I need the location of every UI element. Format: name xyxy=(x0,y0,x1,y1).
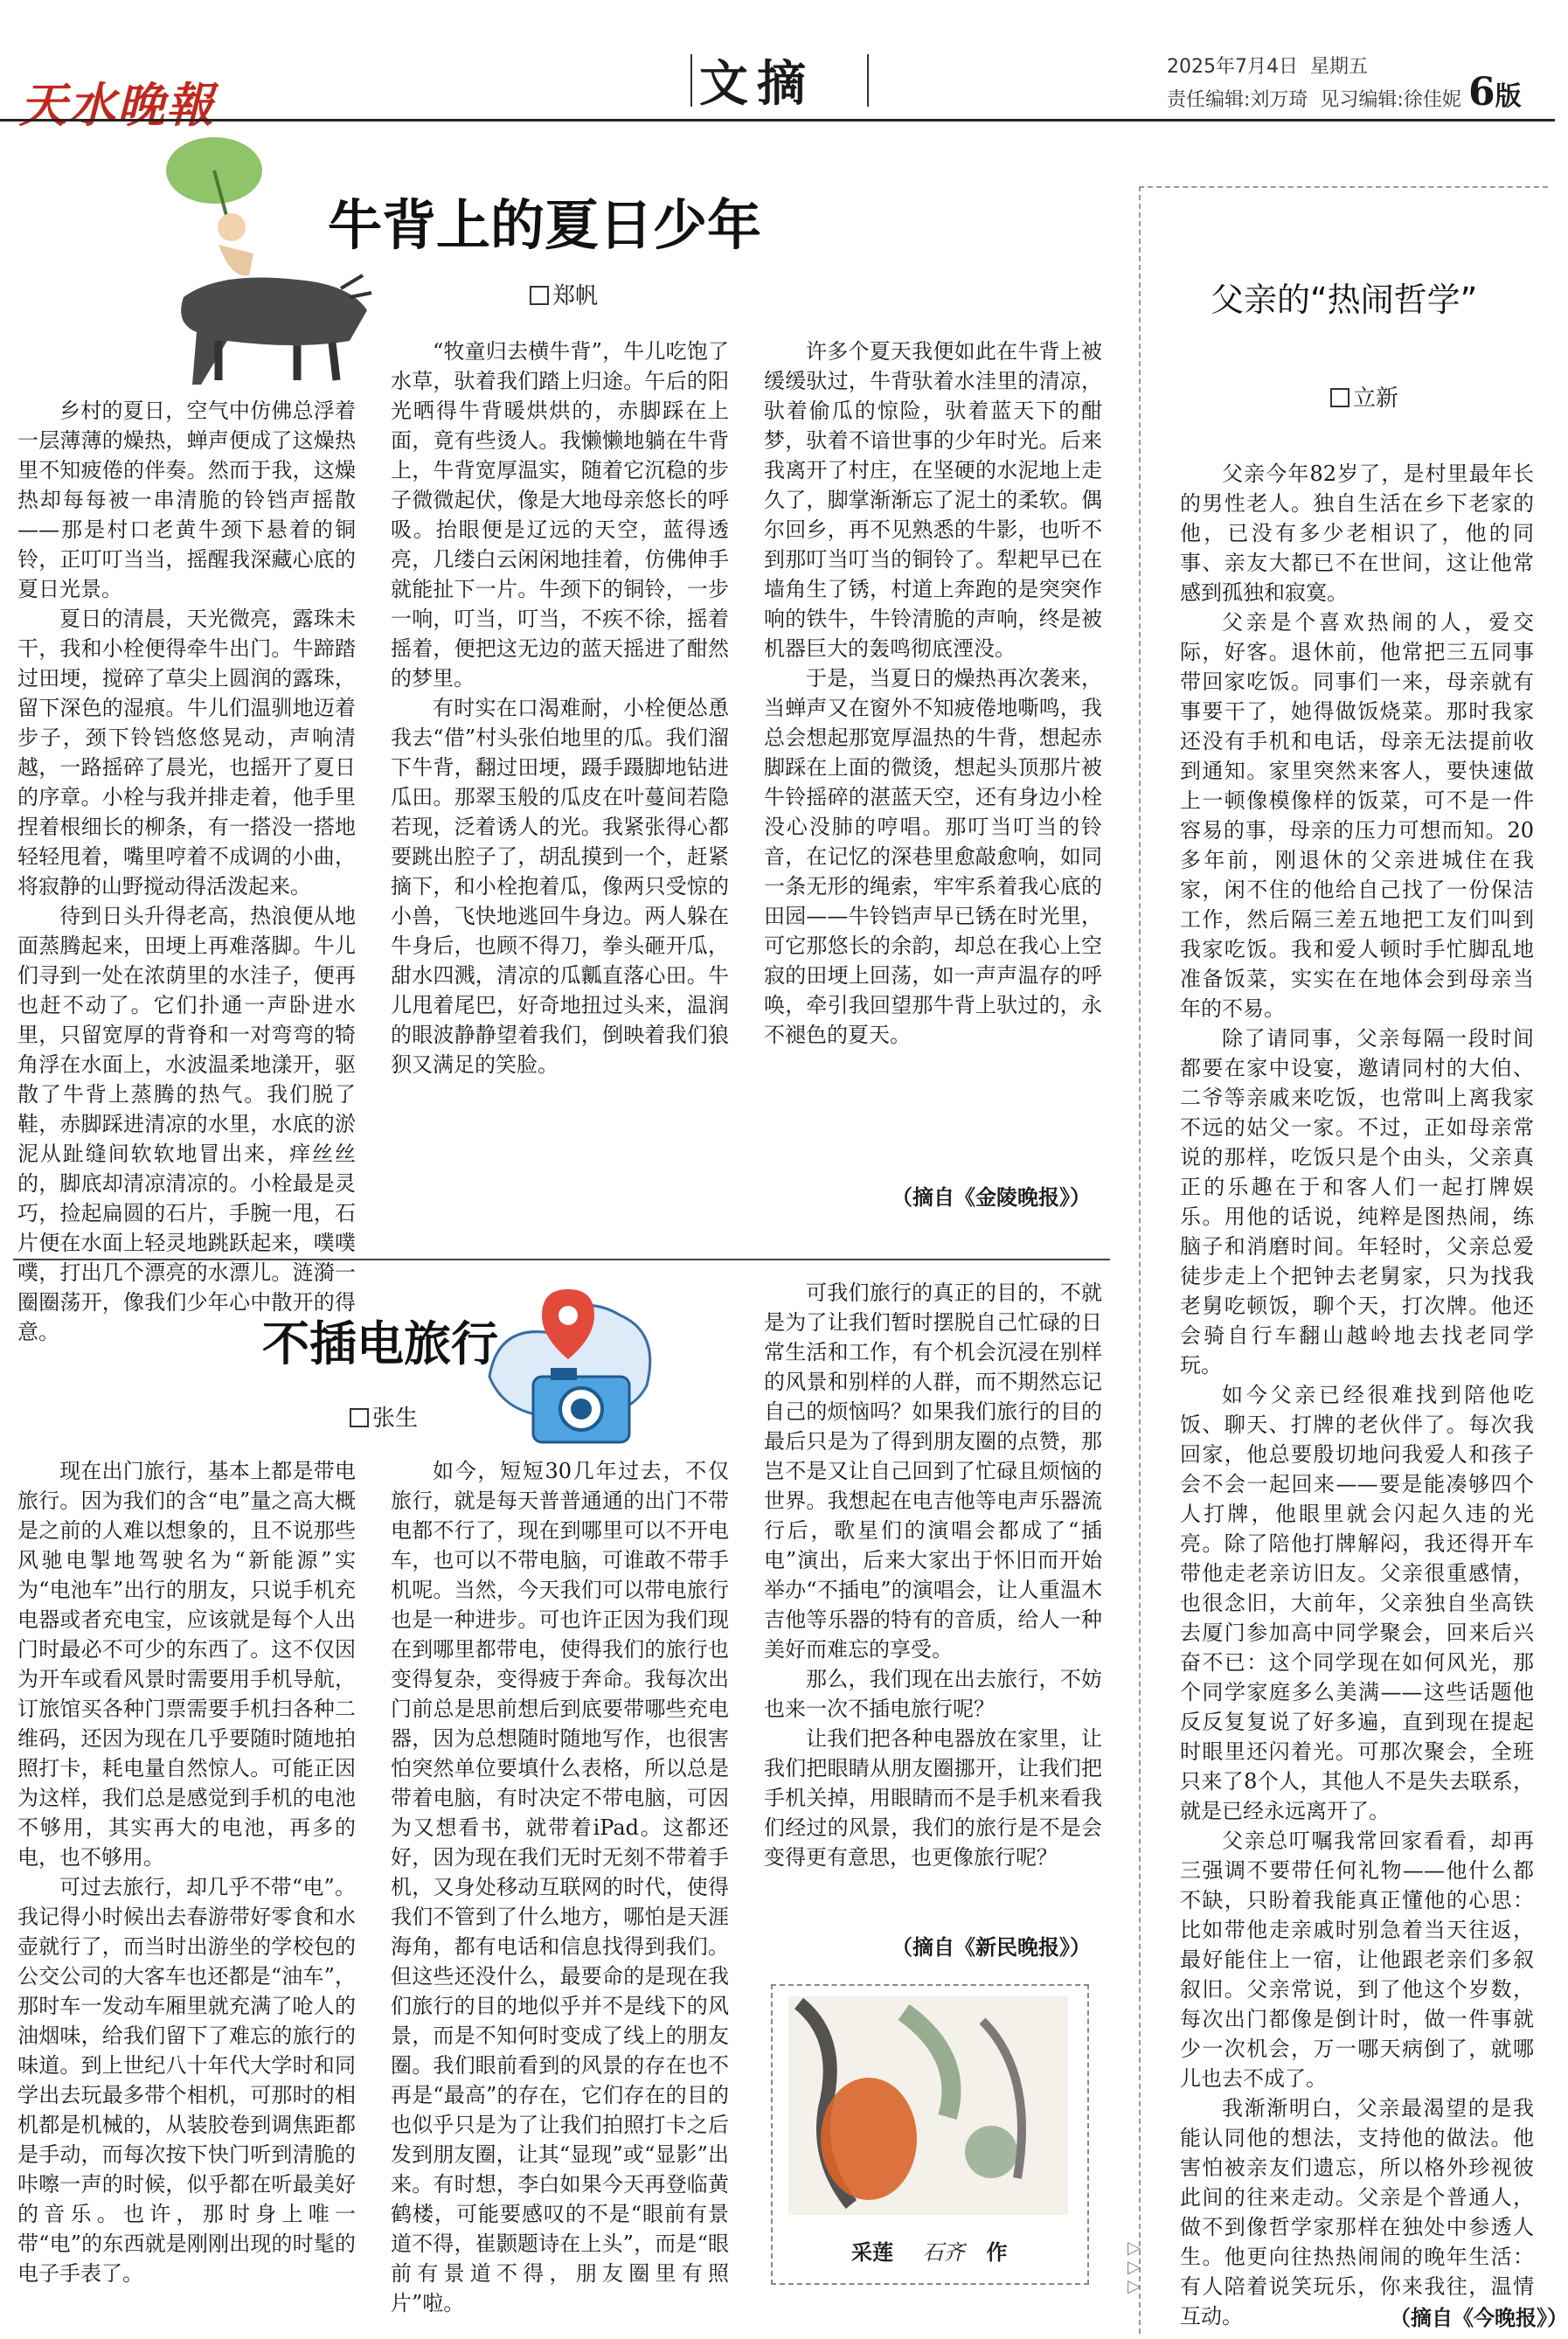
article2-paragraph: 如今，短短30几年过去，不仅旅行，就是每天普普通通的出门不带电都不行了，现在到哪里可以不开电车，也可以不带电脑，可谁敢不带手机呢。当然，今天我们可以带电旅行也是一种进步。可也许正因为我们现在到哪里都带电，使得我们的旅行也变得复杂，变得疲于奔命。我每次出门前总是思前想后到底要带哪些充电器，因为总想随时随地写作，也很害怕突然单位要填什么表格，所以总是带着电脑，有时决定不带电脑，可因为又想看书，就带着iPad。这都还好，因为现在我们无时无刻不带着手机，又身处移动互联网的时代，使得我们不管到了什么地方，哪怕是天涯海角，都有电话和信息找得到我们。但这些还没什么，最要命的是现在我们旅行的目的地似乎并不是线下的风景，而是不知何时变成了线上的朋友圈。我们眼前看到的风景的存在也不再是“最高”的存在，它们存在的目的也似乎只是为了让我们拍照打卡之后发到朋友圈，让其“显现”或“显影”出来。有时想，李白如果今天再登临黄鹤楼，可能要感叹的不是“眼前有景道不得，崔颢题诗在上头”，而是“眼前有景道不得，朋友圈里有照片”啦。 xyxy=(391,1459,729,2315)
header-rule xyxy=(0,119,1555,121)
painting-frame xyxy=(771,1984,1089,2285)
painting-artist: 石齐 xyxy=(922,2240,965,2265)
article3-paragraph: 如今父亲已经很难找到陪他吃饭、聊天、打牌的老伙伴了。每次我回家，他总要殷切地问我爱人和孩子会不会一起回来——要是能凑够四个人打牌，他眼里就会闪起久违的光亮。除了陪他打牌解闷，我还得开车带他走老亲访旧友。父亲很重感情，也很念旧，大前年，父亲独自坐高铁去厦门参加高中同学聚会，回来后兴奋不已：这个同学现在如何风光，那个同学家庭多么美满——这些话题他反反复复说了好多遍，直到现在提起时眼里还闪着光。可那次聚会，全班只来了8个人，其他人不是失去联系，就是已经永远离开了。 xyxy=(1180,1383,1534,1823)
article3-source: （摘自《今晚报》） xyxy=(1390,2306,1568,2330)
article1-byline: 郑帆 xyxy=(530,278,598,310)
article1-paragraph: 夏日的清晨，天光微亮，露珠未干，我和小栓便得牵牛出门。牛蹄踏过田埂，搅碎了草尖上圆润的露珠，留下深色的湿痕。牛儿们温驯地迈着步子，颈下铃铛悠悠晃动，声响清越，一路摇碎了晨光，也摇开了夏日的序章。小栓与我并排走着，他手里捏着根细长的柳条，有一搭没一搭地轻轻甩着，嘴里哼着不成调的小曲，将寂静的山野搅动得活泼起来。 xyxy=(17,607,356,899)
article3-paragraph: 父亲今年82岁了，是村里最年长的男性老人。独自生活在乡下老家的他，已没有多少老相识了，他的同事、亲友大都已不在世间，这让他常感到孤独和寂寞。 xyxy=(1180,462,1534,605)
article3-byline: 立新 xyxy=(1330,380,1398,413)
article3-paragraph: 我渐渐明白，父亲最渴望的是我能认同他的想法，支持他的做法。他害怕被亲友们遗忘，所以格外珍视彼此间的往来走动。父亲是个普通人，做不到像哲学家那样在独处中参透人生。他更向往热热闹闹的晚年生活：有人陪着说笑玩乐，你来我往，温情互动。 xyxy=(1180,2096,1534,2329)
painting-title: 采莲 xyxy=(851,2240,893,2265)
travel-camera-icon xyxy=(472,1272,664,1455)
newspaper-logo: 天水晚報 xyxy=(19,77,215,133)
article1-paragraph: 待到日头升得老高，热浪便从地面蒸腾起来，田埂上再难落脚。牛儿们寻到一处在浓荫里的水洼子，便再也赶不动了。它们扑通一声卧进水里，只留宽厚的背脊和一对弯弯的犄角浮在水面上，水波温柔地漾开，驱散了牛背上蒸腾的热气。我们脱了鞋，赤脚踩进清凉的水里，水底的淤泥从趾缝间软软地冒出来，痒丝丝的，脚底却清凉清凉的。小栓最是灵巧，捡起扁圆的石片，手腕一甩，石片便在水面上轻灵地跳跃起来，噗噗噗，打出几个漂亮的水漂儿。涟漪一圈圈荡开，像我们少年心中散开的得意。 xyxy=(17,904,356,1344)
article1-column-3 xyxy=(764,337,1102,1211)
lotus-painting-icon xyxy=(773,1986,1084,2222)
article2-column-1 xyxy=(17,1456,356,2330)
column-label: 文摘 xyxy=(699,55,815,113)
article3-title: 父亲的“热闹哲学” xyxy=(1211,281,1478,319)
article3-paragraph: 除了请同事，父亲每隔一段时间都要在家中设宴，邀请同村的大伯、二爷等亲戚来吃饭，也常叫上离我家不远的姑父一家。不过，正如母亲常说的那样，吃饭只是个由头，父亲真正的乐趣在于和客人们一起打牌娱乐。用他的话说，纯粹是图热闹，练脑子和消磨时间。年轻时，父亲总爱徒步走上个把钟去老舅家，只为找我老舅吃顿饭，聊个天，打次牌。他还会骑自行车翻山越岭地去找老同学玩。 xyxy=(1180,1026,1534,1378)
article2-paragraph: 可过去旅行，却几乎不带“电”。我记得小时候出去春游带好零食和水壶就行了，而当时出游坐的学校包的公交公司的大客车也还都是“油车”，那时车一发动车厢里就充满了呛人的油烟味，给我们留下了难忘的旅行的味道。到上世纪八十年代大学时和同学出去玩最多带个相机，可那时的相机都是机械的，从装胶卷到调焦距都是手动，而每次按下快门听到清脆的咔嚓一声的时候，似乎都在听最美好的音乐。也许，那时身上唯一带“电”的东西就是刚刚出现的时髦的电子手表了。 xyxy=(17,1875,356,2286)
article2-column-3 xyxy=(764,1278,1102,1933)
decorative-arrows-icon: ▷ ▷ ▷ xyxy=(1127,2237,1141,2296)
article1-column-2 xyxy=(391,337,729,1254)
article1-paragraph: 于是，当夏日的燥热再次袭来，当蝉声又在窗外不知疲倦地嘶鸣，我总会想起那宽厚温热的牛背，想起赤脚踩在上面的微烫，想起头顶那片被牛铃摇碎的湛蓝天空，还有身边小栓没心没肺的哼唱。那叮当叮当的铃音，在记忆的深巷里愈敲愈响，如同一条无形的绳索，牢牢系着我心底的田园——牛铃铛声早已锈在时光里，可它那悠长的余韵，却总在我心上空寂的田埂上回荡，如一声声温存的呼唤，牵引我回望那牛背上驮过的，永不褪色的夏天。 xyxy=(764,666,1102,1047)
header-info xyxy=(1167,51,1464,117)
issue-date: 2025年7月4日 xyxy=(1167,56,1298,78)
article2-source: （摘自《新民晚报》） xyxy=(892,1935,1091,1960)
page-number-unit: 版 xyxy=(1495,81,1522,112)
editor-credit: 责任编辑:刘万琦 xyxy=(1167,89,1308,111)
painting-caption xyxy=(851,2235,1008,2266)
page-number-value: 6 xyxy=(1468,70,1495,115)
trainee-editor-credit: 见习编辑:徐佳妮 xyxy=(1320,89,1461,111)
article2-paragraph: 现在出门旅行，基本上都是带电旅行。因为我们的含“电”量之高大概是之前的人难以想象的，且不说那些风驰电掣地驾驶名为“新能源”实为“电池车”出行的朋友，只说手机充电器或者充电宝，应该就是每个人出门时最必不可少的东西了。这不仅因为开车或看风景时需要用手机导航，订旅馆买各种门票需要手机扫各种二维码，还因为现在几乎要随时随地拍照打卡，耗电量自然惊人。可能正因为这样，我们总是感觉到手机的电池不够用，其实再大的电池，再多的电，也不够用。 xyxy=(17,1459,356,1870)
article2-paragraph: 让我们把各种电器放在家里，让我们把眼睛从朋友圈挪开，让我们把手机关掉，用眼睛而不是手机来看我们经过的风景，我们的旅行是不是会变得更有意思，也更像旅行呢？ xyxy=(764,1726,1102,1870)
issue-weekday: 星期五 xyxy=(1309,56,1368,78)
article1-paragraph: 有时实在口渴难耐，小栓便怂恿我去“借”村头张伯地里的瓜。我们溜下牛背，翻过田埂，蹑手蹑脚地钻进瓜田。那翠玉般的瓜皮在叶蔓间若隐若现，泛着诱人的光。我紧张得心都要跳出腔子了，胡乱摸到一个，赶紧摘下，和小栓抱着瓜，像两只受惊的小兽，飞快地逃回牛身边。两人躲在牛身后，也顾不得刀，拳头砸开瓜，甜水四溅，清凉的瓜瓤直落心田。牛儿甩着尾巴，好奇地扭过头来，温润的眼波静静望着我们，倒映着我们狼狈又满足的笑脸。 xyxy=(391,696,729,1077)
article1-title: 牛背上的夏日少年 xyxy=(328,193,762,257)
article3-paragraph: 父亲总叮嘱我常回家看看，却再三强调不要带任何礼物——他什么都不缺，只盼着我能真正懂他的心思：比如带他走亲戚时别急着当天往返，最好能住上一宿，让他跟老亲们多叙叙旧。父亲常说，到了他这个岁数，每次出门都像是倒计时，做一件事就少一次机会，万一哪天病倒了，就哪儿也去不成了。 xyxy=(1180,1829,1534,2091)
article2-column-2 xyxy=(391,1456,729,2330)
section-divider xyxy=(13,1259,1110,1260)
painting-suffix: 作 xyxy=(986,2240,1008,2265)
article2-title: 不插电旅行 xyxy=(262,1315,498,1371)
article1-paragraph: 乡村的夏日，空气中仿佛总浮着一层薄薄的燥热，蝉声便成了这燥热里不知疲倦的伴奏。然而于我，这燥热却每每被一串清脆的铃铛声摇散——那是村口老黄牛颈下悬着的铜铃，正叮叮当当，摇醒我深藏心底的夏日光景。 xyxy=(17,399,356,601)
article2-byline: 张生 xyxy=(350,1400,418,1433)
article1-column-1 xyxy=(17,396,356,1344)
article1-source: （摘自《金陵晚报》） xyxy=(892,1185,1091,1210)
article2-paragraph: 可我们旅行的真正的目的，不就是为了让我们暂时摆脱自己忙碌的日常生活和工作，有个机会沉浸在别样的风景和别样的人群，而不期然忘记自己的烦恼吗？如果我们旅行的目的最后只是为了得到朋友圈的点赞，那岂不是又让自己回到了忙碌且烦恼的世界。我想起在电吉他等电声乐器流行后，歌星们的演唱会都成了“插电”演出，后来大家出于怀旧而开始举办“不插电”的演唱会，让人重温木吉他等乐器的特有的音质，给人一种美好而难忘的享受。 xyxy=(764,1281,1102,1662)
article3-paragraph: 父亲是个喜欢热闹的人，爱交际，好客。退休前，他常把三五同事带回家吃饭。同事们一来，母亲就有事要干了，她得做饭烧菜。那时我家还没有手机和电话，母亲无法提前收到通知。家里突然来客人，要快速做上一顿像模像样的饭菜，可不是一件容易的事，母亲的压力可想而知。20多年前，刚退休的父亲进城住在我家，闲不住的他给自己找了一份保洁工作，然后隔三差五地把工友们叫到我家吃饭。我和爱人顿时手忙脚乱地准备饭菜，实实在在地体会到母亲当年的不易。 xyxy=(1180,610,1534,1021)
article1-paragraph: 许多个夏天我便如此在牛背上被缓缓驮过，牛背驮着水洼里的清凉，驮着偷瓜的惊险，驮着蓝天下的酣梦，驮着不谙世事的少年时光。后来我离开了村庄，在坚硬的水泥地上走久了，脚掌渐渐忘了泥土的柔软。偶尔回乡，再不见熟悉的牛影，也听不到那叮当叮当的铜铃了。犁耙早已在墙角生了锈，村道上奔跑的是突突作响的铁牛，牛铃清脆的声响，终是被机器巨大的轰鸣彻底湮没。 xyxy=(764,339,1102,661)
page-number xyxy=(1468,70,1522,115)
article2-paragraph: 那么，我们现在出去旅行，不妨也来一次不插电旅行呢？ xyxy=(764,1667,1102,1721)
article1-paragraph: “牧童归去横牛背”，牛儿吃饱了水草，驮着我们踏上归途。午后的阳光晒得牛背暖烘烘的，赤脚踩在上面，竟有些烫人。我懒懒地躺在牛背上，牛背宽厚温实，随着它沉稳的步子微微起伏，像是大地母亲悠长的呼吸。抬眼便是辽远的天空，蓝得透亮，几缕白云闲闲地挂着，仿佛伸手就能扯下一片。牛颈下的铜铃，一步一响，叮当，叮当，不疾不徐，摇着摇着，便把这无边的蓝天摇进了酣然的梦里。 xyxy=(391,339,729,691)
